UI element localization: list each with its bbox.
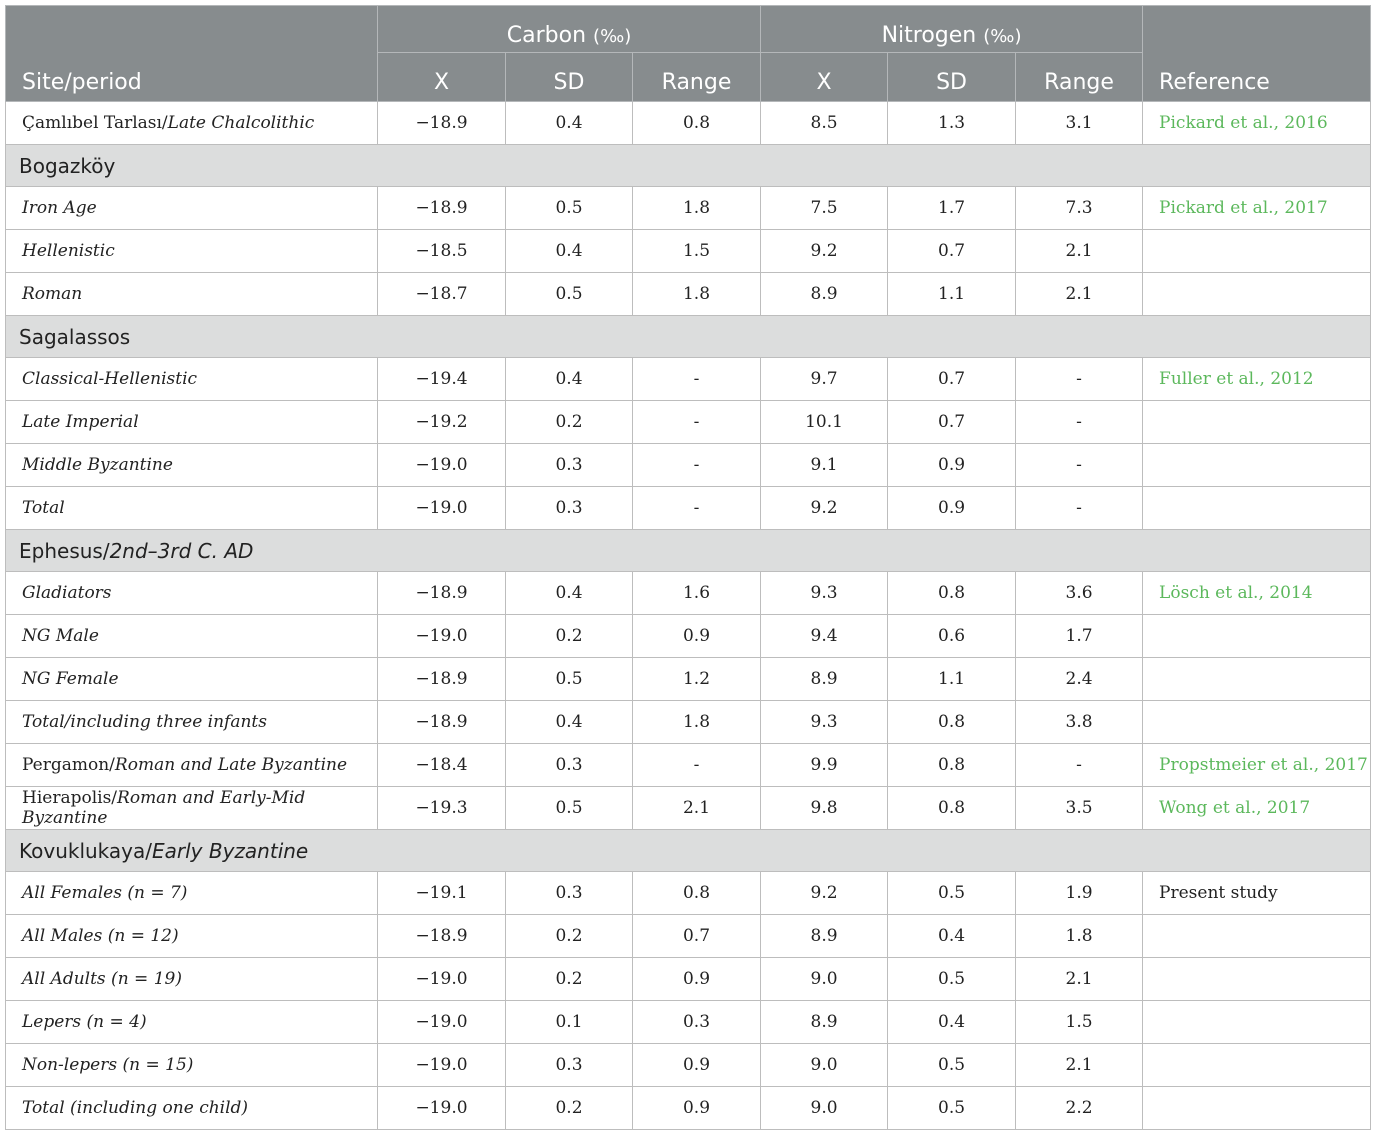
carbon-range-cell: 0.7: [633, 915, 761, 958]
column-group-nitrogen: [761, 6, 1143, 53]
carbon-sd-cell: 0.4: [506, 701, 633, 744]
carbon-sd-cell: 0.5: [506, 658, 633, 701]
carbon-range-cell: 1.6: [633, 572, 761, 615]
nitrogen-x-cell: 9.2: [761, 872, 888, 915]
carbon-sd-cell: 0.2: [506, 1087, 633, 1130]
carbon-sd-cell: 0.2: [506, 958, 633, 1001]
nitrogen-x-cell: 8.9: [761, 915, 888, 958]
site-cell: NG Male: [6, 615, 378, 658]
table-row: [6, 1001, 1371, 1044]
table-row: [6, 658, 1371, 701]
section-row: [6, 145, 1371, 187]
reference-link[interactable]: Wong et al., 2017: [1143, 787, 1371, 830]
reference-link[interactable]: Lösch et al., 2014: [1143, 572, 1371, 615]
nitrogen-range-cell: 3.1: [1016, 102, 1143, 145]
nitrogen-range-cell: 2.4: [1016, 658, 1143, 701]
carbon-range-cell: 0.9: [633, 1044, 761, 1087]
nitrogen-sd-cell: 1.3: [888, 102, 1016, 145]
column-header-carbon-sd: SD: [506, 53, 633, 102]
nitrogen-range-cell: 2.1: [1016, 1044, 1143, 1087]
carbon-sd-cell: 0.3: [506, 487, 633, 530]
nitrogen-sd-cell: 0.5: [888, 1044, 1016, 1087]
carbon-sd-cell: 0.3: [506, 744, 633, 787]
nitrogen-sd-cell: 0.9: [888, 487, 1016, 530]
table-row: [6, 572, 1371, 615]
nitrogen-x-cell: 7.5: [761, 187, 888, 230]
carbon-sd-cell: 0.3: [506, 444, 633, 487]
column-header-carbon-x: X: [378, 53, 506, 102]
nitrogen-range-cell: 2.1: [1016, 273, 1143, 316]
nitrogen-sd-cell: 1.1: [888, 273, 1016, 316]
carbon-x-cell: −18.7: [378, 273, 506, 316]
nitrogen-x-cell: 9.3: [761, 572, 888, 615]
nitrogen-sd-cell: 0.4: [888, 915, 1016, 958]
carbon-x-cell: −19.4: [378, 358, 506, 401]
reference-cell: [1143, 487, 1371, 530]
table-row: [6, 787, 1371, 830]
reference-cell: [1143, 701, 1371, 744]
section-period: Early Byzantine: [152, 838, 309, 863]
table-row: [6, 273, 1371, 316]
carbon-x-cell: −19.0: [378, 487, 506, 530]
site-cell: Hellenistic: [6, 230, 378, 273]
nitrogen-sd-cell: 1.1: [888, 658, 1016, 701]
site-cell: Late Imperial: [6, 401, 378, 444]
table-row: [6, 187, 1371, 230]
carbon-range-cell: 0.8: [633, 102, 761, 145]
column-header-nitrogen-sd: SD: [888, 53, 1016, 102]
nitrogen-x-cell: 8.9: [761, 273, 888, 316]
nitrogen-range-cell: 3.5: [1016, 787, 1143, 830]
nitrogen-x-cell: 9.9: [761, 744, 888, 787]
nitrogen-sd-cell: 0.6: [888, 615, 1016, 658]
nitrogen-x-cell: 9.4: [761, 615, 888, 658]
carbon-x-cell: −18.9: [378, 658, 506, 701]
nitrogen-label: Nitrogen: [881, 23, 977, 48]
nitrogen-range-cell: 1.8: [1016, 915, 1143, 958]
site-cell: All Females (n = 7): [6, 872, 378, 915]
nitrogen-sd-cell: 0.5: [888, 1087, 1016, 1130]
site-cell: [6, 102, 378, 145]
section-row: [6, 830, 1371, 872]
site-cell: [6, 787, 378, 830]
table-row: [6, 615, 1371, 658]
carbon-x-cell: −18.9: [378, 915, 506, 958]
column-header-carbon-range: Range: [633, 53, 761, 102]
site-cell: Non-lepers (n = 15): [6, 1044, 378, 1087]
nitrogen-x-cell: 9.0: [761, 1087, 888, 1130]
nitrogen-x-cell: 9.0: [761, 1044, 888, 1087]
carbon-range-cell: 0.9: [633, 958, 761, 1001]
nitrogen-range-cell: 2.1: [1016, 230, 1143, 273]
carbon-sd-cell: 0.3: [506, 1044, 633, 1087]
carbon-sd-cell: 0.5: [506, 787, 633, 830]
carbon-x-cell: −19.3: [378, 787, 506, 830]
carbon-sd-cell: 0.4: [506, 102, 633, 145]
site-cell: All Adults (n = 19): [6, 958, 378, 1001]
carbon-sd-cell: 0.3: [506, 872, 633, 915]
reference-cell: [1143, 658, 1371, 701]
site-cell: Classical-Hellenistic: [6, 358, 378, 401]
site-cell: Lepers (n = 4): [6, 1001, 378, 1044]
section-label: Sagalassos: [6, 316, 1371, 358]
section-label: [6, 530, 1371, 572]
site-period: Late Chalcolithic: [167, 113, 315, 133]
carbon-x-cell: −19.2: [378, 401, 506, 444]
table-row: [6, 358, 1371, 401]
nitrogen-range-cell: 2.2: [1016, 1087, 1143, 1130]
carbon-sd-cell: 0.4: [506, 572, 633, 615]
table-row: [6, 401, 1371, 444]
table-row: [6, 915, 1371, 958]
section-label: Bogazköy: [6, 145, 1371, 187]
nitrogen-range-cell: 1.7: [1016, 615, 1143, 658]
site-name: Pergamon/: [22, 755, 115, 775]
nitrogen-x-cell: 9.3: [761, 701, 888, 744]
carbon-range-cell: 0.8: [633, 872, 761, 915]
site-period: Roman and Early-Mid Byzantine: [22, 788, 306, 828]
nitrogen-x-cell: 9.0: [761, 958, 888, 1001]
reference-cell: [1143, 958, 1371, 1001]
nitrogen-x-cell: 9.1: [761, 444, 888, 487]
nitrogen-range-cell: 1.9: [1016, 872, 1143, 915]
nitrogen-sd-cell: 1.7: [888, 187, 1016, 230]
reference-cell: [1143, 1001, 1371, 1044]
carbon-sd-cell: 0.4: [506, 230, 633, 273]
table-row: [6, 1087, 1371, 1130]
table-row: [6, 958, 1371, 1001]
section-row: [6, 316, 1371, 358]
reference-link[interactable]: Propstmeier et al., 2017: [1143, 744, 1371, 787]
reference-cell: [1143, 1087, 1371, 1130]
nitrogen-sd-cell: 0.8: [888, 787, 1016, 830]
carbon-range-cell: 0.3: [633, 1001, 761, 1044]
reference-link[interactable]: Fuller et al., 2012: [1143, 358, 1371, 401]
carbon-range-cell: -: [633, 444, 761, 487]
site-name: Çamlıbel Tarlası/: [22, 113, 168, 133]
nitrogen-x-cell: 9.2: [761, 230, 888, 273]
nitrogen-range-cell: 7.3: [1016, 187, 1143, 230]
carbon-x-cell: −18.9: [378, 102, 506, 145]
site-cell: Gladiators: [6, 572, 378, 615]
reference-cell: [1143, 615, 1371, 658]
table-row: [6, 444, 1371, 487]
carbon-range-cell: 1.5: [633, 230, 761, 273]
nitrogen-sd-cell: 0.8: [888, 701, 1016, 744]
nitrogen-range-cell: 3.6: [1016, 572, 1143, 615]
reference-cell: [1143, 230, 1371, 273]
nitrogen-sd-cell: 0.7: [888, 358, 1016, 401]
site-cell: [6, 744, 378, 787]
carbon-x-cell: −19.0: [378, 1087, 506, 1130]
section-site: Ephesus/: [19, 538, 110, 563]
table-row: [6, 487, 1371, 530]
carbon-x-cell: −19.1: [378, 872, 506, 915]
reference-link[interactable]: Pickard et al., 2017: [1143, 187, 1371, 230]
carbon-sd-cell: 0.2: [506, 401, 633, 444]
carbon-sd-cell: 0.5: [506, 273, 633, 316]
carbon-range-cell: 0.9: [633, 1087, 761, 1130]
nitrogen-x-cell: 9.2: [761, 487, 888, 530]
carbon-sd-cell: 0.4: [506, 358, 633, 401]
carbon-unit: (‰): [593, 26, 632, 47]
carbon-range-cell: -: [633, 744, 761, 787]
nitrogen-x-cell: 8.9: [761, 658, 888, 701]
table-row: [6, 1044, 1371, 1087]
reference-link[interactable]: Pickard et al., 2016: [1143, 102, 1371, 145]
carbon-range-cell: 2.1: [633, 787, 761, 830]
carbon-sd-cell: 0.2: [506, 915, 633, 958]
carbon-sd-cell: 0.2: [506, 615, 633, 658]
nitrogen-range-cell: -: [1016, 444, 1143, 487]
carbon-range-cell: 1.8: [633, 701, 761, 744]
carbon-range-cell: -: [633, 487, 761, 530]
site-period: Roman and Late Byzantine: [114, 755, 348, 775]
site-cell: Iron Age: [6, 187, 378, 230]
carbon-x-cell: −18.5: [378, 230, 506, 273]
carbon-sd-cell: 0.1: [506, 1001, 633, 1044]
column-header-nitrogen-x: X: [761, 53, 888, 102]
nitrogen-range-cell: -: [1016, 487, 1143, 530]
section-label: [6, 830, 1371, 872]
nitrogen-range-cell: 2.1: [1016, 958, 1143, 1001]
carbon-range-cell: -: [633, 358, 761, 401]
nitrogen-range-cell: -: [1016, 744, 1143, 787]
section-period: 2nd–3rd C. AD: [109, 538, 254, 563]
site-cell: NG Female: [6, 658, 378, 701]
table-row: [6, 872, 1371, 915]
nitrogen-sd-cell: 0.9: [888, 444, 1016, 487]
table-row: [6, 230, 1371, 273]
carbon-sd-cell: 0.5: [506, 187, 633, 230]
carbon-x-cell: −18.9: [378, 572, 506, 615]
nitrogen-sd-cell: 0.7: [888, 230, 1016, 273]
carbon-range-cell: 1.2: [633, 658, 761, 701]
column-header-nitrogen-range: Range: [1016, 53, 1143, 102]
carbon-label: Carbon: [506, 23, 587, 48]
reference-cell: [1143, 1044, 1371, 1087]
nitrogen-sd-cell: 0.8: [888, 572, 1016, 615]
site-cell: All Males (n = 12): [6, 915, 378, 958]
reference-cell: [1143, 444, 1371, 487]
section-row: [6, 530, 1371, 572]
site-cell: Roman: [6, 273, 378, 316]
nitrogen-sd-cell: 0.4: [888, 1001, 1016, 1044]
nitrogen-x-cell: 8.9: [761, 1001, 888, 1044]
nitrogen-range-cell: 1.5: [1016, 1001, 1143, 1044]
site-cell: Total/including three infants: [6, 701, 378, 744]
carbon-x-cell: −18.9: [378, 701, 506, 744]
carbon-range-cell: -: [633, 401, 761, 444]
reference-cell: [1143, 273, 1371, 316]
carbon-range-cell: 1.8: [633, 187, 761, 230]
nitrogen-range-cell: -: [1016, 401, 1143, 444]
carbon-range-cell: 1.8: [633, 273, 761, 316]
site-cell: Total: [6, 487, 378, 530]
carbon-x-cell: −19.0: [378, 444, 506, 487]
isotope-comparison-table: [5, 5, 1371, 1130]
reference-cell: [1143, 401, 1371, 444]
site-name: Hierapolis/: [22, 788, 118, 808]
reference-cell: [1143, 915, 1371, 958]
table-header: [6, 6, 1371, 102]
nitrogen-sd-cell: 0.5: [888, 872, 1016, 915]
site-cell: Total (including one child): [6, 1087, 378, 1130]
table-row: [6, 744, 1371, 787]
carbon-x-cell: −19.0: [378, 958, 506, 1001]
nitrogen-x-cell: 10.1: [761, 401, 888, 444]
nitrogen-range-cell: -: [1016, 358, 1143, 401]
carbon-x-cell: −19.0: [378, 615, 506, 658]
section-site: Kovuklukaya/: [19, 838, 152, 863]
carbon-x-cell: −18.4: [378, 744, 506, 787]
reference-cell: Present study: [1143, 872, 1371, 915]
column-group-carbon: [378, 6, 761, 53]
table-row: [6, 102, 1371, 145]
nitrogen-x-cell: 9.8: [761, 787, 888, 830]
table-row: [6, 701, 1371, 744]
site-cell: Middle Byzantine: [6, 444, 378, 487]
nitrogen-x-cell: 8.5: [761, 102, 888, 145]
nitrogen-sd-cell: 0.5: [888, 958, 1016, 1001]
nitrogen-sd-cell: 0.7: [888, 401, 1016, 444]
carbon-x-cell: −18.9: [378, 187, 506, 230]
nitrogen-sd-cell: 0.8: [888, 744, 1016, 787]
carbon-range-cell: 0.9: [633, 615, 761, 658]
carbon-x-cell: −19.0: [378, 1001, 506, 1044]
nitrogen-x-cell: 9.7: [761, 358, 888, 401]
column-header-site: Site/period: [6, 6, 378, 102]
nitrogen-unit: (‰): [983, 26, 1022, 47]
column-header-reference: Reference: [1143, 6, 1371, 102]
carbon-x-cell: −19.0: [378, 1044, 506, 1087]
nitrogen-range-cell: 3.8: [1016, 701, 1143, 744]
